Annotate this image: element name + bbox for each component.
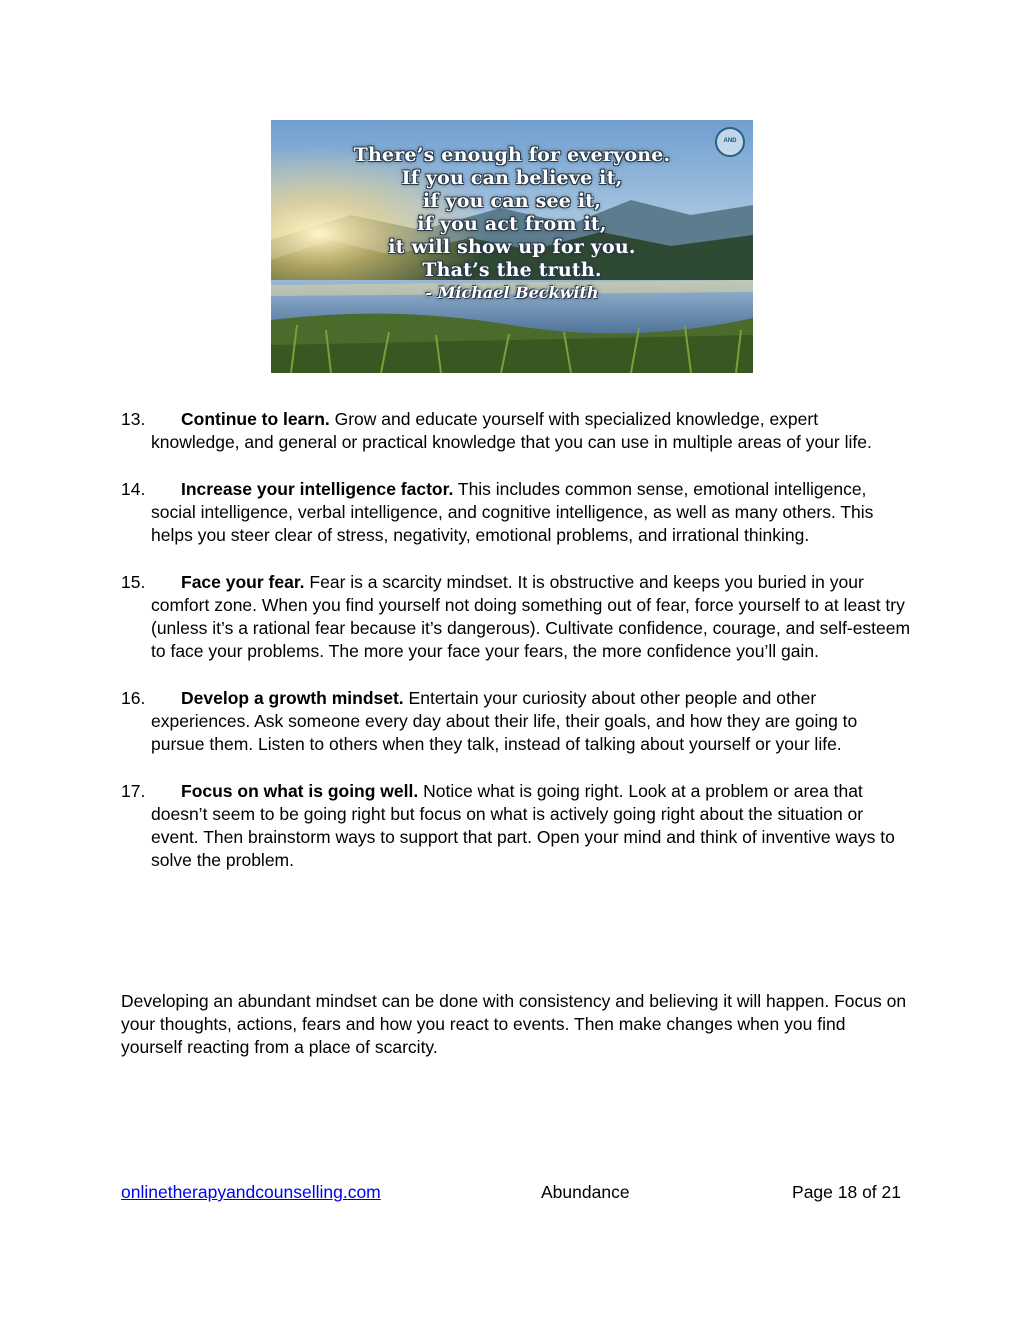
item-text — [151, 478, 911, 547]
item-body: Entertain your curiosity about other people and other experiences. Ask someone every day about their life, their goals, and how they are going to pursue them. Listen to others when they talk, instead of talking about yourself or your life. — [151, 688, 858, 754]
page-footer — [121, 1182, 901, 1206]
item-number: 16. — [121, 688, 146, 708]
item-number: 13. — [121, 409, 146, 429]
item-text — [151, 687, 911, 756]
quote-line: it will show up for you. — [388, 236, 636, 258]
item-body: Fear is a scarcity mindset. It is obstructive and keeps you buried in your comfort zone. When you find yourself not doing something out of fear, force yourself to at least try (unless it’s a rational fear because it’s dangerous). Cultivate confidence, courage, and self-esteem to face your problems. The more your face your fears, the more confidence you’ll gain. — [151, 572, 911, 661]
quote-line: That’s the truth. — [422, 259, 602, 281]
quote-line: if you can see it, — [422, 190, 602, 212]
item-body: This includes common sense, emotional intelligence, social intelligence, verbal intelligence, and cognitive intelligence, as well as many others. This helps you steer clear of stress, negativity, emotional problems, and irrational thinking. — [151, 479, 874, 545]
quote-text — [271, 144, 753, 304]
list-item — [121, 408, 911, 454]
quote-author: - Michael Beckwith — [425, 283, 599, 302]
quote-line: There’s enough for everyone. — [353, 144, 671, 166]
list-item — [121, 478, 911, 547]
item-heading: Increase your intelligence factor. — [181, 479, 454, 499]
logo-seal-icon — [715, 127, 745, 157]
quote-line: If you can believe it, — [401, 167, 623, 189]
list-item — [121, 780, 911, 872]
conclusion-paragraph: Developing an abundant mindset can be done with consistency and believing it will happen. Focus on your thoughts, actions, fears and how you react to events. Then make changes when you find yourself reacting from a place of scarcity. — [121, 991, 907, 1057]
item-number: 14. — [121, 479, 146, 499]
item-heading: Continue to learn. — [181, 409, 330, 429]
item-body: Grow and educate yourself with specialized knowledge, expert knowledge, and general or practical knowledge that you can use in multiple areas of your life. — [151, 409, 872, 452]
list-item — [121, 687, 911, 756]
quote-image — [271, 120, 753, 373]
item-text — [151, 408, 911, 454]
item-heading: Develop a growth mindset. — [181, 688, 404, 708]
item-heading: Face your fear. — [181, 572, 305, 592]
item-text — [151, 780, 911, 872]
document-title: Abundance — [541, 1182, 630, 1202]
list-item — [121, 571, 911, 663]
item-text — [151, 571, 911, 663]
page-number: Page 18 of 21 — [792, 1182, 901, 1202]
website-link[interactable]: onlinetherapyandcounselling.com — [121, 1182, 381, 1202]
item-body: Notice what is going right. Look at a problem or area that doesn’t seem to be going right but focus on what is actively going right about the situation or event. Then brainstorm ways to support that part. Open your mind and think of inventive ways to solve the problem. — [151, 781, 895, 870]
numbered-list — [121, 408, 911, 896]
item-number: 17. — [121, 781, 146, 801]
quote-line: if you act from it, — [417, 213, 607, 235]
item-heading: Focus on what is going well. — [181, 781, 419, 801]
logo-text: AND — [723, 138, 737, 144]
item-number: 15. — [121, 572, 146, 592]
